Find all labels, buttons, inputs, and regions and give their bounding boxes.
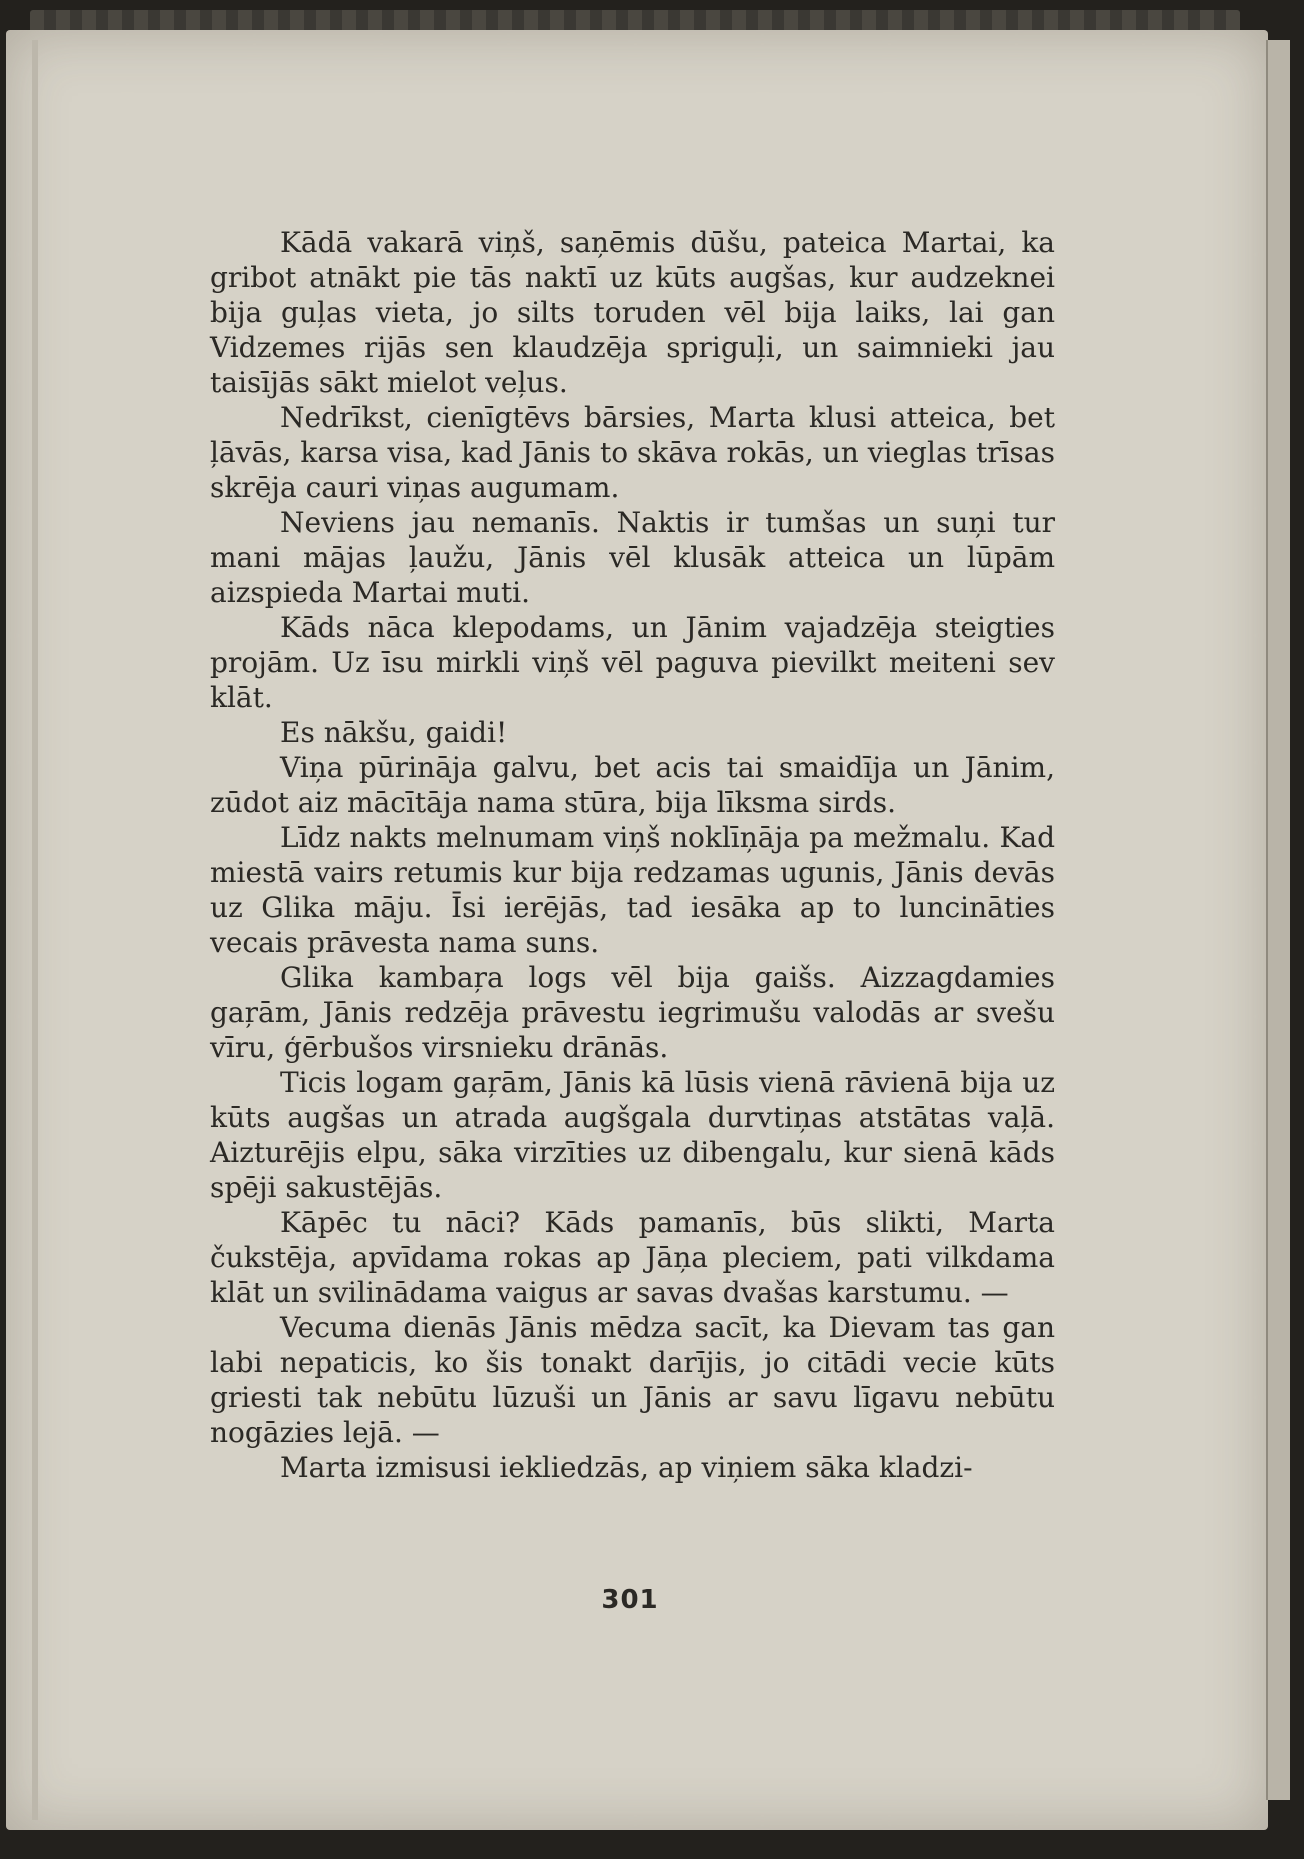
body-text (210, 225, 1055, 1485)
paragraph: Marta izmisusi iekliedzās, ap viņiem sāka kladzi- (280, 1451, 973, 1484)
spine-edge (32, 40, 38, 1820)
paragraph: Līdz nakts melnumam viņš noklīņāja pa mežmalu. Kad miestā vairs retumis kur bija redzamas ugunis, Jānis devās uz Glika māju. Īsi ierējās, tad iesāka ap to luncināties vecais prāvesta nama suns. (210, 821, 1055, 959)
paragraph: Kāds nāca klepodams, un Jānim vajadzēja steigties projām. Uz īsu mirkli viņš vēl paguva pievilkt meiteni sev klāt. (210, 611, 1055, 714)
paragraph: Viņa pūrināja galvu, bet acis tai smaidīja un Jānim, zūdot aiz mācītāja nama stūra, bija līksma sirds. (210, 751, 1055, 819)
paragraph: Kāpēc tu nāci? Kāds pamanīs, būs slikti, Marta čukstēja, apvīdama rokas ap Jāņa pleciem, pati vilkdama klāt un svilinādama vaigus ar savas dvašas karstumu. — (210, 1206, 1055, 1309)
page-number: 301 (601, 1585, 659, 1615)
paragraph: Glika kambaŗa logs vēl bija gaišs. Aizzagdamies gaŗām, Jānis redzēja prāvestu iegrimušu valodās ar svešu vīru, ģērbušos virsnieku drānās. (210, 961, 1055, 1064)
paragraph: Es nākšu, gaidi! (280, 716, 508, 749)
paragraph: Vecuma dienās Jānis mēdza sacīt, ka Dievam tas gan labi nepaticis, ko šis tonakt darījis, jo citādi vecie kūts griesti tak nebūtu lūzuši un Jānis ar savu līgavu nebūtu nogāzies lejā. — (210, 1311, 1055, 1449)
paragraph: Nedrīkst, cienīgtēvs bārsies, Marta klusi atteica, bet ļāvās, karsa visa, kad Jānis to skāva rokās, un vieglas trīsas skrēja cauri viņas augumam. (210, 401, 1055, 504)
paragraph: Ticis logam gaŗām, Jānis kā lūsis vienā rāvienā bija uz kūts augšas un atrada augšgala durvtiņas atstātas vaļā. Aizturējis elpu, sāka virzīties uz dibengalu, kur sienā kāds spēji sakustējās. (210, 1066, 1055, 1204)
paragraph: Neviens jau nemanīs. Naktis ir tumšas un suņi tur mani mājas ļaužu, Jānis vēl klusāk atteica un lūpām aizspieda Martai muti. (210, 506, 1055, 609)
paragraph: Kādā vakarā viņš, saņēmis dūšu, pateica Martai, ka gribot atnākt pie tās naktī uz kūts augšas, kur audzeknei bija guļas vieta, jo silts toruden vēl bija laiks, lai gan Vidzemes rijās sen klaudzēja spriguļi, un saimnieki jau taisījās sākt mielot veļus. (210, 226, 1055, 399)
right-page-edge (1266, 40, 1290, 1800)
